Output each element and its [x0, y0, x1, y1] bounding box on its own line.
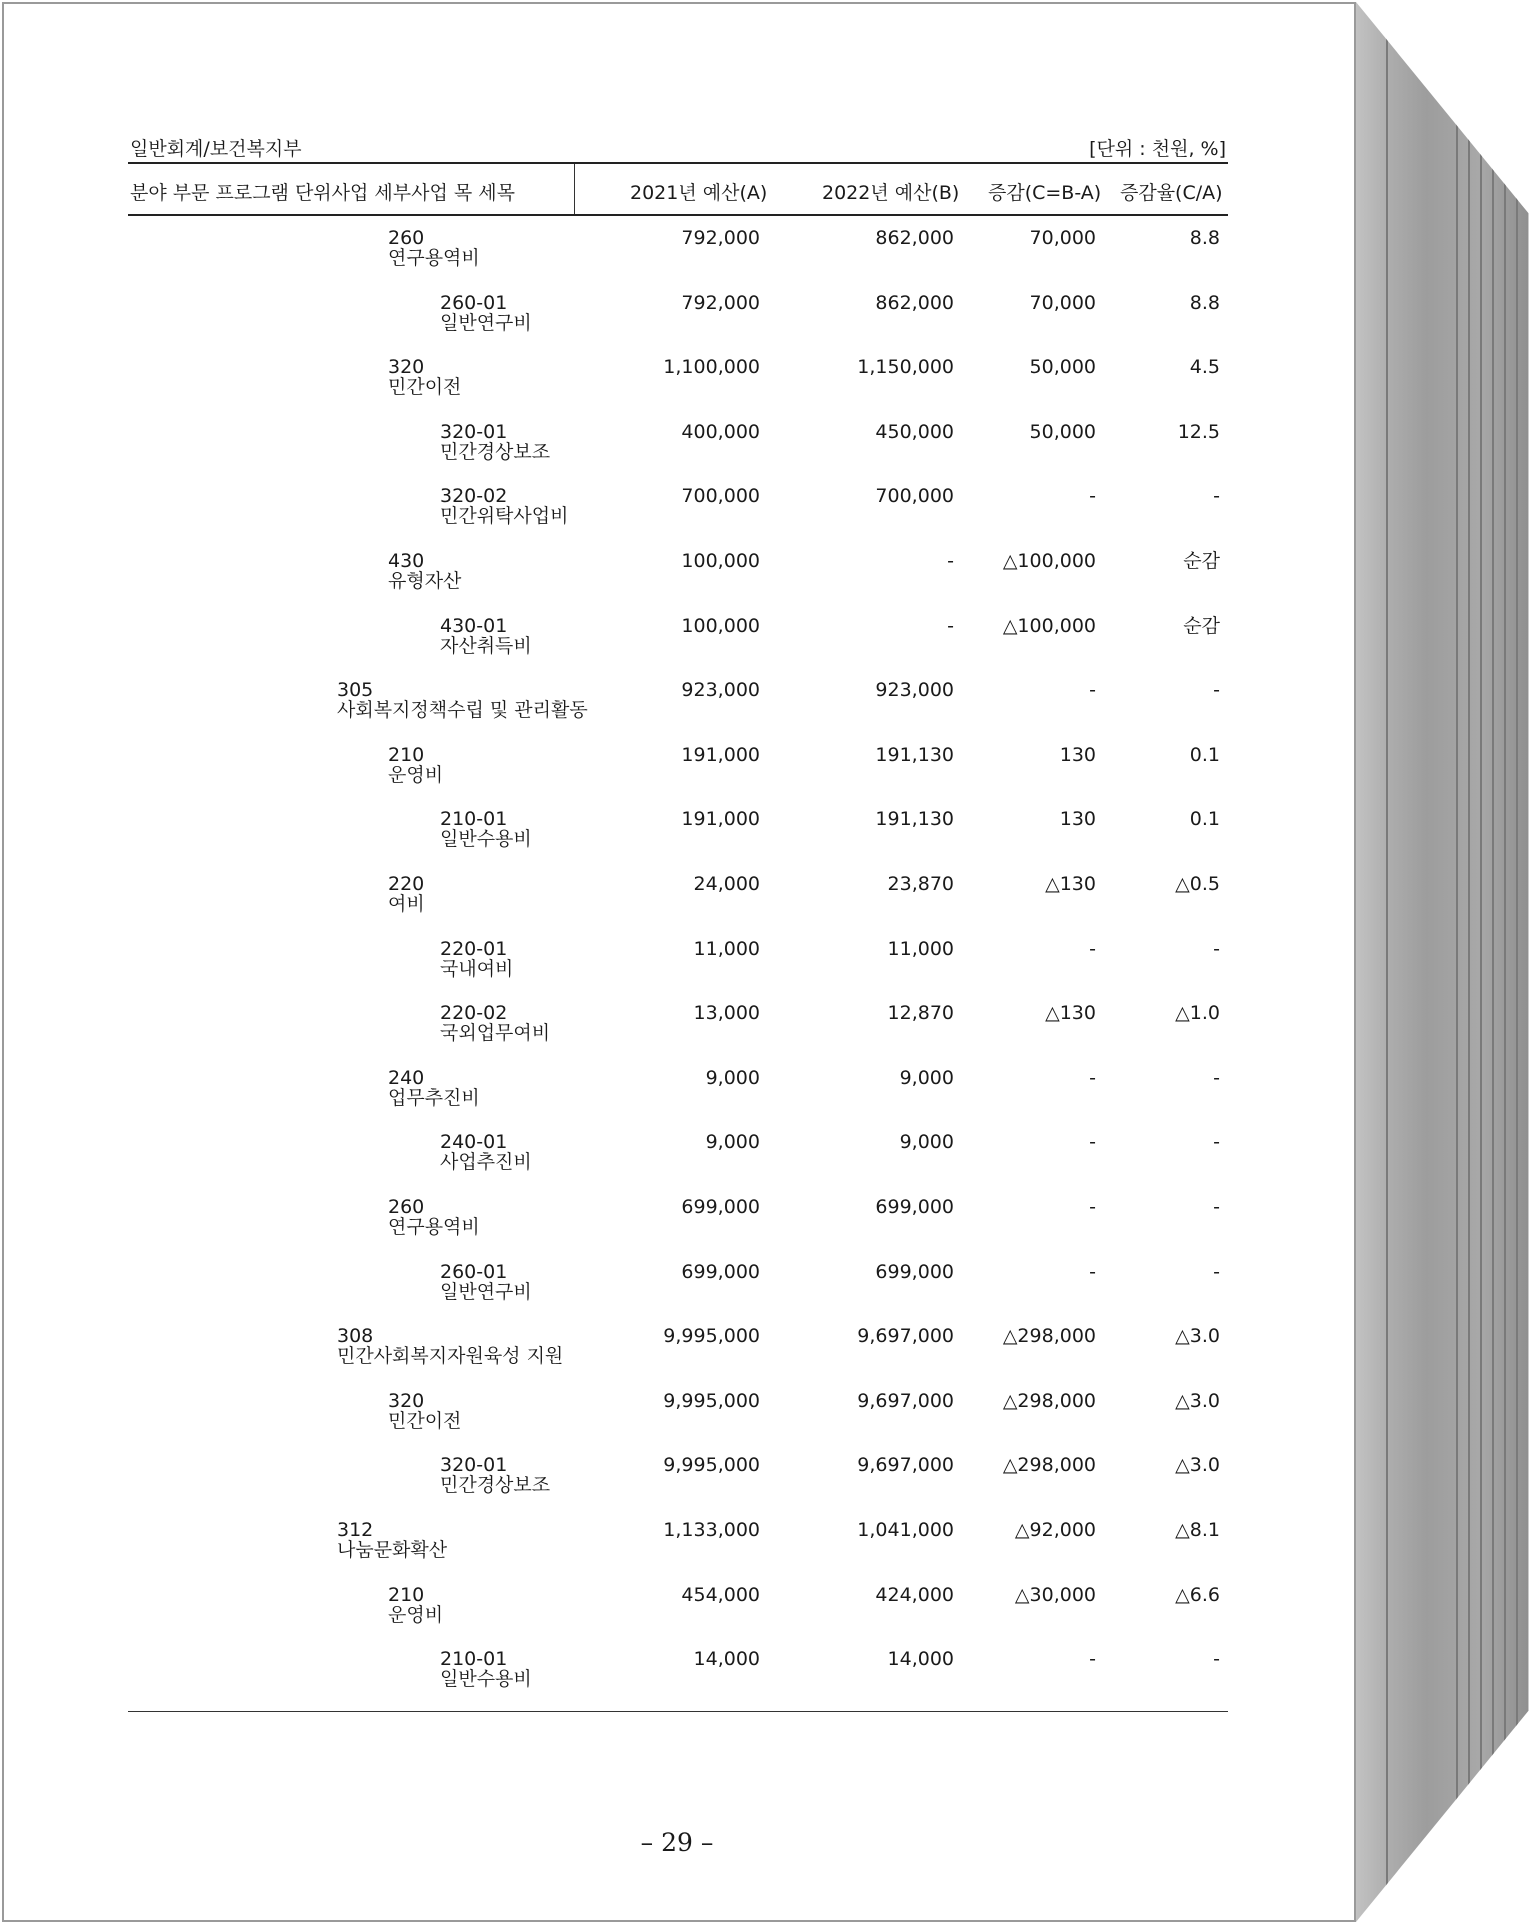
row-name: 일반수용비	[440, 1668, 532, 1691]
column-header-classification: 분야 부문 프로그램 단위사업 세부사업 목 세목	[130, 182, 515, 204]
row-budget-2022: 699,000	[875, 1260, 954, 1283]
table-row	[0, 874, 1300, 938]
row-change-rate: △3.0	[1175, 1325, 1220, 1348]
table-row	[0, 809, 1300, 873]
row-change-rate: -	[1213, 1260, 1220, 1283]
table-row	[0, 551, 1300, 615]
row-name: 민간이전	[388, 376, 462, 399]
row-budget-2021: 699,000	[681, 1260, 760, 1283]
row-budget-2022: 9,697,000	[857, 1454, 954, 1477]
row-change: △100,000	[1002, 550, 1096, 572]
row-code: 260-01	[440, 1260, 508, 1283]
table-row	[0, 1197, 1300, 1261]
page-number: – 29 –	[640, 1828, 714, 1857]
row-change: -	[1089, 1260, 1096, 1283]
row-change: △100,000	[1002, 614, 1096, 637]
book-page-edges	[1356, 2, 1532, 1922]
row-code: 220-02	[440, 1002, 508, 1025]
row-budget-2021: 699,000	[681, 1196, 760, 1218]
table-row	[0, 1262, 1300, 1326]
row-change: △130	[1045, 1002, 1096, 1025]
row-budget-2022: 9,697,000	[857, 1325, 954, 1348]
table-top-rule	[128, 162, 1228, 164]
row-code: 260-01	[440, 291, 508, 314]
row-change-rate: 0.1	[1189, 808, 1220, 831]
row-change-rate: △3.0	[1175, 1454, 1220, 1477]
row-name: 민간경상보조	[440, 1474, 551, 1497]
row-budget-2021: 14,000	[693, 1648, 760, 1671]
row-name: 일반연구비	[440, 1280, 532, 1303]
row-budget-2022: 9,000	[899, 1131, 954, 1154]
table-bottom-rule	[128, 1711, 1228, 1712]
row-budget-2021: 1,133,000	[663, 1519, 760, 1541]
row-code: 308	[337, 1325, 374, 1348]
row-budget-2022: 9,000	[899, 1066, 954, 1089]
row-change-rate: 8.8	[1189, 227, 1220, 249]
row-budget-2021: 923,000	[681, 679, 760, 702]
table-row	[0, 1455, 1300, 1519]
row-change: △30,000	[1014, 1583, 1096, 1606]
row-name: 일반수용비	[440, 828, 532, 851]
row-change: -	[1089, 937, 1096, 960]
table-row	[0, 616, 1300, 680]
row-code: 210	[388, 743, 425, 766]
row-code: 210-01	[440, 808, 508, 831]
row-budget-2022: 862,000	[875, 291, 954, 314]
row-budget-2022: 424,000	[875, 1583, 954, 1606]
row-budget-2021: 454,000	[681, 1583, 760, 1606]
row-budget-2021: 191,000	[681, 808, 760, 831]
table-row	[0, 228, 1300, 292]
row-name: 일반연구비	[440, 311, 532, 334]
row-code: 430-01	[440, 614, 508, 637]
table-row	[0, 1391, 1300, 1455]
table-row	[0, 939, 1300, 1003]
row-change: 130	[1059, 808, 1096, 831]
row-change: △92,000	[1014, 1519, 1096, 1541]
row-change: 70,000	[1029, 291, 1096, 314]
row-code: 240	[388, 1066, 425, 1089]
table-row	[0, 1326, 1300, 1390]
row-change-rate: -	[1213, 1196, 1220, 1218]
row-change-rate: -	[1213, 1066, 1220, 1089]
row-budget-2022: 191,130	[875, 808, 954, 831]
table-row	[0, 293, 1300, 357]
row-change: -	[1089, 679, 1096, 702]
table-row	[0, 1649, 1300, 1713]
row-budget-2021: 24,000	[693, 873, 760, 895]
column-header-change-rate: 증감율(C/A)	[1120, 182, 1223, 204]
unit-label: [단위 : 천원, %]	[1089, 138, 1226, 160]
row-name: 민간사회복지자원육성 지원	[337, 1345, 564, 1368]
row-code: 260	[388, 1196, 425, 1218]
row-change-rate: 순감	[1183, 614, 1220, 637]
row-budget-2021: 792,000	[681, 227, 760, 249]
row-name: 업무추진비	[388, 1086, 480, 1109]
column-header-2021: 2021년 예산(A)	[630, 182, 768, 204]
table-header-rule	[128, 214, 1228, 216]
row-change: △130	[1045, 873, 1096, 895]
row-budget-2021: 700,000	[681, 485, 760, 508]
row-budget-2022: -	[947, 614, 954, 637]
row-code: 312	[337, 1519, 374, 1541]
table-row	[0, 422, 1300, 486]
row-code: 305	[337, 679, 374, 702]
row-change-rate: 4.5	[1189, 356, 1220, 379]
row-budget-2021: 9,000	[705, 1131, 760, 1154]
row-budget-2021: 100,000	[681, 550, 760, 572]
row-budget-2022: 11,000	[887, 937, 954, 960]
row-code: 320-01	[440, 420, 508, 443]
row-budget-2022: 191,130	[875, 743, 954, 766]
table-row	[0, 745, 1300, 809]
row-change: -	[1089, 485, 1096, 508]
row-budget-2022: 923,000	[875, 679, 954, 702]
row-code: 320-02	[440, 485, 508, 508]
table-row	[0, 1585, 1300, 1649]
row-budget-2022: 699,000	[875, 1196, 954, 1218]
row-change-rate: -	[1213, 1131, 1220, 1154]
row-change-rate: -	[1213, 1648, 1220, 1671]
row-name: 사회복지정책수립 및 관리활동	[337, 699, 588, 722]
row-budget-2021: 9,995,000	[663, 1325, 760, 1348]
row-code: 320	[388, 356, 425, 379]
row-name: 운영비	[388, 1603, 444, 1626]
row-name: 유형자산	[388, 570, 462, 592]
row-budget-2022: 23,870	[887, 873, 954, 895]
row-name: 국외업무여비	[440, 1022, 551, 1045]
row-code: 210	[388, 1583, 425, 1606]
table-row	[0, 486, 1300, 550]
row-budget-2022: 12,870	[887, 1002, 954, 1025]
table-row	[0, 1520, 1300, 1584]
column-header-change: 증감(C=B-A)	[988, 182, 1102, 204]
row-change-rate: -	[1213, 679, 1220, 702]
row-budget-2021: 100,000	[681, 614, 760, 637]
row-budget-2022: 1,150,000	[857, 356, 954, 379]
row-change-rate: △8.1	[1175, 1519, 1220, 1541]
row-change-rate: △3.0	[1175, 1389, 1220, 1412]
row-budget-2021: 9,995,000	[663, 1389, 760, 1412]
row-change: 50,000	[1029, 356, 1096, 379]
row-budget-2022: 450,000	[875, 420, 954, 443]
row-budget-2021: 400,000	[681, 420, 760, 443]
row-change-rate: 12.5	[1177, 420, 1220, 443]
row-budget-2022: 9,697,000	[857, 1389, 954, 1412]
row-name: 연구용역비	[388, 247, 480, 269]
row-budget-2022: 14,000	[887, 1648, 954, 1671]
row-change-rate: 0.1	[1189, 743, 1220, 766]
header-divider	[574, 164, 575, 214]
row-change-rate: -	[1213, 937, 1220, 960]
row-change-rate: △0.5	[1175, 873, 1220, 895]
row-name: 민간경상보조	[440, 440, 551, 463]
row-name: 나눔문화확산	[337, 1539, 448, 1561]
table-row	[0, 680, 1300, 744]
row-change: △298,000	[1002, 1389, 1096, 1412]
row-code: 240-01	[440, 1131, 508, 1154]
row-code: 430	[388, 550, 425, 572]
row-code: 260	[388, 227, 425, 249]
table-row	[0, 357, 1300, 421]
row-budget-2021: 1,100,000	[663, 356, 760, 379]
row-budget-2022: 700,000	[875, 485, 954, 508]
row-change: △298,000	[1002, 1325, 1096, 1348]
ledger-title: 일반회계/보건복지부	[130, 138, 302, 160]
row-budget-2021: 9,995,000	[663, 1454, 760, 1477]
row-change-rate: 순감	[1183, 550, 1220, 572]
row-code: 220-01	[440, 937, 508, 960]
table-row	[0, 1068, 1300, 1132]
row-name: 연구용역비	[388, 1216, 480, 1238]
row-name: 민간위탁사업비	[440, 505, 569, 528]
row-name: 자산취득비	[440, 634, 532, 657]
row-code: 320	[388, 1389, 425, 1412]
row-change-rate: △1.0	[1175, 1002, 1220, 1025]
row-change: -	[1089, 1131, 1096, 1154]
table-row	[0, 1132, 1300, 1196]
row-change: -	[1089, 1648, 1096, 1671]
row-budget-2021: 9,000	[705, 1066, 760, 1089]
row-code: 320-01	[440, 1454, 508, 1477]
row-budget-2021: 792,000	[681, 291, 760, 314]
row-change: 50,000	[1029, 420, 1096, 443]
row-change: -	[1089, 1066, 1096, 1089]
row-name: 여비	[388, 893, 425, 915]
row-budget-2022: 1,041,000	[857, 1519, 954, 1541]
row-change: △298,000	[1002, 1454, 1096, 1477]
row-code: 220	[388, 873, 425, 895]
row-change: -	[1089, 1196, 1096, 1218]
row-change-rate: 8.8	[1189, 291, 1220, 314]
row-change-rate: -	[1213, 485, 1220, 508]
row-name: 민간이전	[388, 1409, 462, 1432]
row-budget-2022: 862,000	[875, 227, 954, 249]
row-budget-2022: -	[947, 550, 954, 572]
row-budget-2021: 13,000	[693, 1002, 760, 1025]
row-change: 70,000	[1029, 227, 1096, 249]
column-header-2022: 2022년 예산(B)	[822, 182, 960, 204]
row-change: 130	[1059, 743, 1096, 766]
table-row	[0, 1003, 1300, 1067]
row-code: 210-01	[440, 1648, 508, 1671]
row-name: 국내여비	[440, 957, 514, 980]
row-name: 운영비	[388, 763, 444, 786]
row-name: 사업추진비	[440, 1151, 532, 1174]
row-budget-2021: 11,000	[693, 937, 760, 960]
row-budget-2021: 191,000	[681, 743, 760, 766]
row-change-rate: △6.6	[1175, 1583, 1220, 1606]
